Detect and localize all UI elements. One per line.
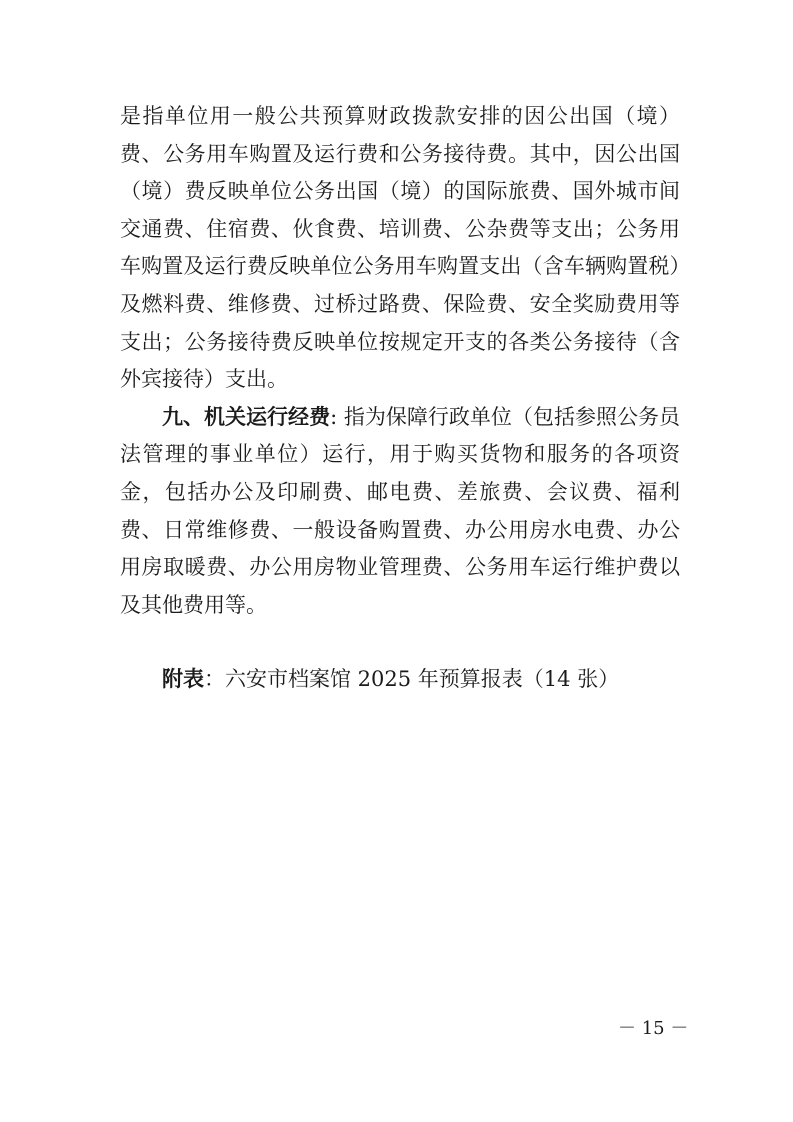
paragraph-section-nine <box>120 399 680 625</box>
page-number: － 15 － <box>618 1018 689 1039</box>
paragraph-continued: 是指单位用一般公共预算财政拨款安排的因公出国（境）费、公务用车购置及运行费和公务接待费。其中，因公出国（境）费反映单位公务出国（境）的国际旅费、国外城市间交通费、住宿费、伙食费、培训费、公杂费等支出；公务用车购置及运行费反映单位公务用车购置支出（含车辆购置税）及燃料费、维修费、过桥过路费、保险费、安全奖励费用等支出；公务接待费反映单位按规定开支的各类公务接待（含外宾接待）支出。 <box>120 104 680 392</box>
appendix-label: 附表 <box>162 667 204 691</box>
section-nine-term: 九、机关运行经费 <box>162 404 331 429</box>
document-body <box>120 98 680 624</box>
appendix-text: ：六安市档案馆 2025 年预算报表（14 张） <box>204 667 620 691</box>
appendix-line <box>162 661 619 698</box>
section-nine-definition: 指为保障行政单位（包括参照公务员法管理的事业单位）运行，用于购买货物和服务的各项资金，包括办公及印刷费、邮电费、差旅费、会议费、福利费、日常维修费、一般设备购置费、办公用房水电费、办公用房取暖费、办公用房物业管理费、公务用车运行维护费以及其他费用等。 <box>120 404 680 617</box>
section-nine-colon: : <box>330 404 344 429</box>
